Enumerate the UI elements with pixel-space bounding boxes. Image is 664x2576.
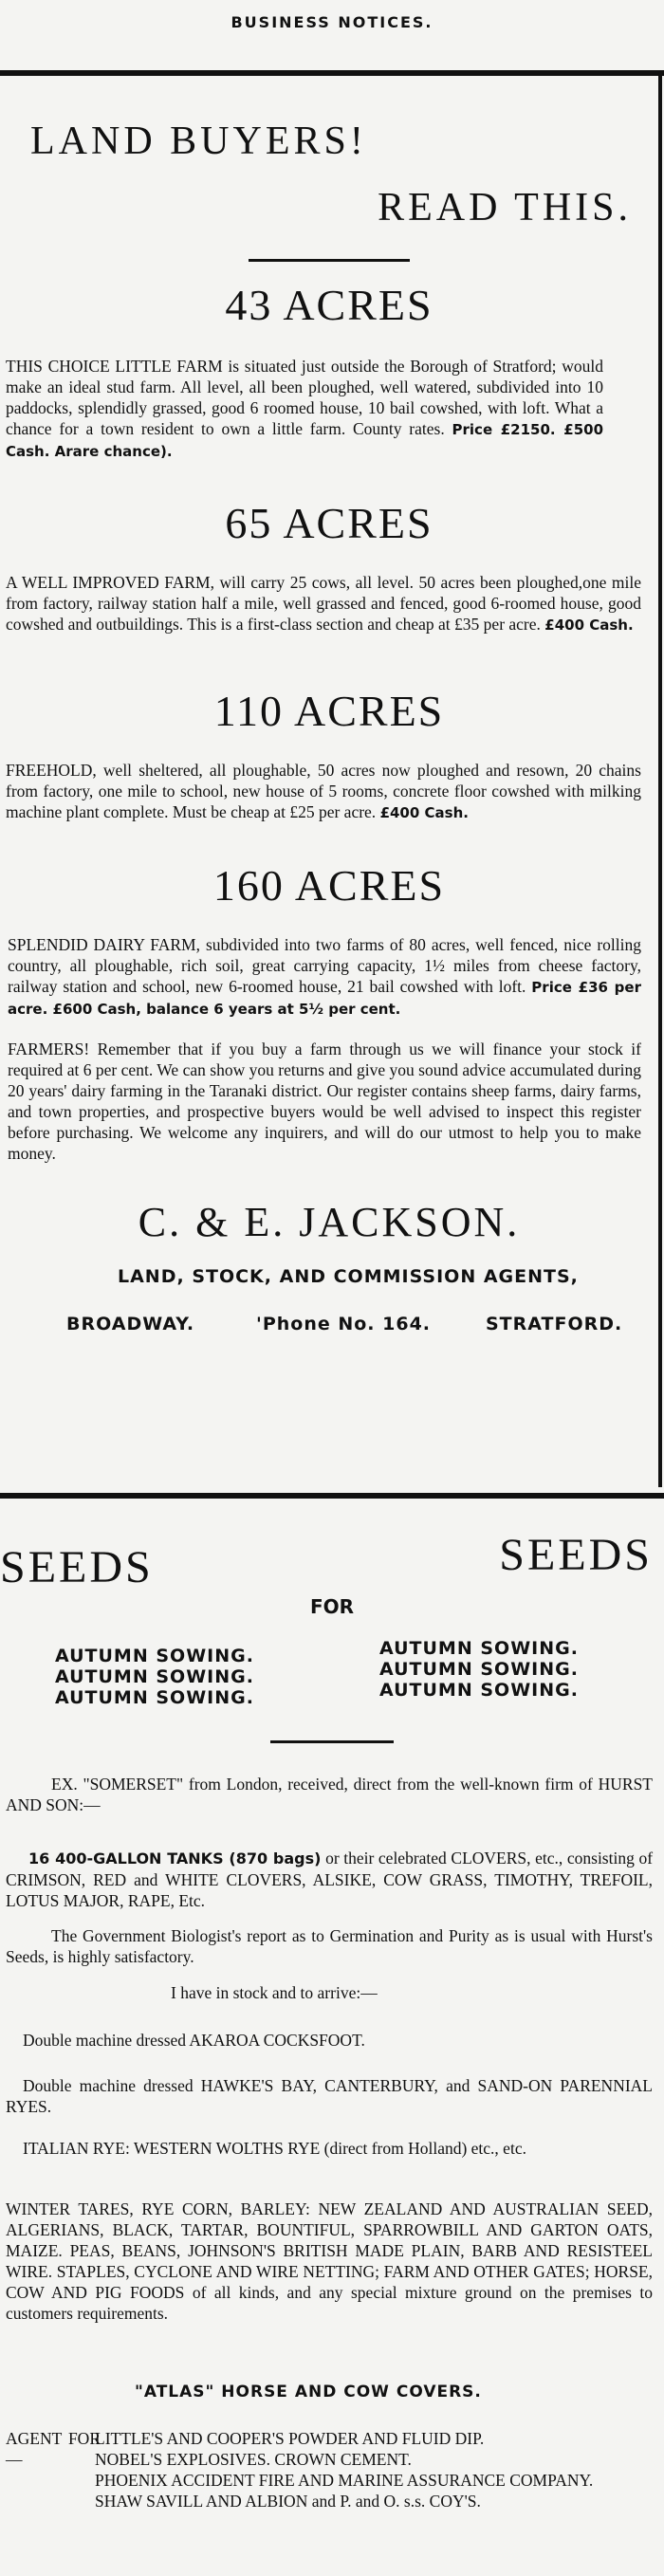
- listing-text: [6, 572, 641, 635]
- listing-price: £400 Cash.: [379, 804, 469, 821]
- listing-heading: 160 ACRES: [212, 861, 446, 910]
- sowing-line: AUTUMN SOWING.: [55, 1646, 254, 1666]
- akaroa-line: Double machine dressed AKAROA COCKSFOOT.: [23, 2031, 365, 2050]
- listing-text: [6, 760, 641, 823]
- headline-read-this: READ THIS.: [378, 186, 632, 230]
- hawkes-bay-paragraph: Double machine dressed HAWKE'S BAY, CANTERBURY, and SAND-ON PARENNIAL RYES.: [6, 2076, 653, 2116]
- seeds-heading-left: SEEDS: [0, 1542, 154, 1592]
- divider: [249, 259, 410, 262]
- right-border-rule: [658, 74, 662, 1487]
- top-rule: [0, 70, 664, 76]
- biologist-paragraph: The Government Biologist's report as to Germination and Purity as is usual with Hurst's Seeds, is highly satisfactory.: [6, 1926, 653, 1966]
- section-rule: [0, 1493, 664, 1499]
- listing-heading: 43 ACRES: [225, 281, 433, 329]
- listing-heading: 110 ACRES: [213, 687, 445, 735]
- listing-text: [6, 356, 603, 462]
- listing-price: Price £2150. £500 Cash. Arare chance).: [6, 421, 604, 460]
- address-stratford: STRATFORD.: [486, 1314, 623, 1334]
- agent-for-label: AGENT FOR—: [6, 2429, 101, 2469]
- for-label: FOR: [309, 1595, 355, 1618]
- sowing-line: AUTUMN SOWING.: [379, 1638, 579, 1659]
- sowing-list-left: [55, 1646, 254, 1708]
- agent-item: LITTLE'S AND COOPER'S POWDER AND FLUID DIP.: [95, 2429, 485, 2448]
- headline-land-buyers: LAND BUYERS!: [30, 120, 367, 163]
- seeds-heading-right: SEEDS: [499, 1530, 653, 1580]
- agent-item: SHAW SAVILL AND ALBION and P. and O. s.s. COY'S.: [95, 2492, 481, 2511]
- tanks-lead: 16 400-GALLON TANKS (870 bags): [28, 1849, 322, 1868]
- italian-rye-paragraph: ITALIAN RYE: WESTERN WOLTHS RYE (direct from Holland) etc., etc.: [23, 2139, 526, 2158]
- agent-item: PHOENIX ACCIDENT FIRE AND MARINE ASSURANCE COMPANY.: [95, 2471, 594, 2490]
- sowing-line: AUTUMN SOWING.: [379, 1680, 579, 1701]
- listing-price: Price £36 per acre. £600 Cash, balance 6 years at 5½ per cent.: [8, 979, 641, 1018]
- tanks-text: or their celebrated CLOVERS, etc., consisting of CRIMSON, RED and WHITE CLOVERS, ALSIKE, COW GRASS, TIMOTHY, TREFOIL, LOTUS MAJOR, RAPE, Etc.: [6, 1849, 654, 1910]
- farmers-notice: FARMERS! Remember that if you buy a farm through us we will finance your stock if required at 6 per cent. We can show you returns and give you sound advice accumulated during 20 years' dairy farming in the Taranaki district. Our register contains sheep farms, dairy farms, and town properties, and prospective buyers would be well advised to inspect this register before purchasing. We welcome any inquirers, and will do our utmost to help you to make money.: [8, 1040, 641, 1163]
- firm-name: C. & E. JACKSON.: [138, 1199, 521, 1245]
- sowing-line: AUTUMN SOWING.: [55, 1687, 254, 1708]
- listing-text: [8, 934, 641, 1020]
- divider: [270, 1740, 394, 1743]
- section-header: BUSINESS NOTICES.: [231, 13, 433, 31]
- tanks-paragraph: [6, 1848, 653, 1911]
- listing-description: FREEHOLD, well sheltered, all ploughable, 50 acres now ploughed and resown, 20 chains from factory, one mile to school, new house of 5 rooms, concrete floor cowshed with milking machine plant complete. Must be cheap at £25 per acre.: [6, 761, 641, 821]
- listing-description: THIS CHOICE LITTLE FARM is situated just outside the Borough of Stratford; would make an ideal stud farm. All level, all been ploughed, well watered, subdivided into 10 paddocks, splendidly grassed, good 6 roomed house, 10 bail cowshed, with loft. What a chance for a town resident to own a little farm. County rates.: [6, 357, 603, 438]
- agent-list: [95, 2428, 655, 2512]
- atlas-covers-line: "ATLAS" HORSE AND COW COVERS.: [135, 2383, 482, 2401]
- address-broadway: BROADWAY.: [66, 1314, 195, 1334]
- listing-description: A WELL IMPROVED FARM, will carry 25 cows, all level. 50 acres been ploughed,one mile from factory, railway station half a mile, well grassed and fenced, good 6-roomed house, good cowshed and outbuildings. This is a first-class section and cheap at £35 per acre.: [6, 573, 641, 634]
- phone-number: 'Phone No. 164.: [256, 1314, 432, 1334]
- firm-description: LAND, STOCK, AND COMMISSION AGENTS,: [118, 1266, 579, 1287]
- listing-price: £400 Cash.: [544, 616, 634, 634]
- listing-heading: 65 ACRES: [225, 499, 433, 547]
- ex-somerset-paragraph: EX. "SOMERSET" from London, received, direct from the well-known firm of HURST AND SON:—: [6, 1775, 653, 1814]
- listing-description: SPLENDID DAIRY FARM, subdivided into two farms of 80 acres, well fenced, nice rolling country, all ploughable, rich soil, great carrying capacity, 1½ miles from cheese factory, railway station and school, new 6-roomed house, 21 bail cowshed with loft.: [8, 935, 641, 996]
- agent-item: NOBEL'S EXPLOSIVES. CROWN CEMENT.: [95, 2450, 412, 2469]
- in-stock-line: I have in stock and to arrive:—: [171, 1983, 378, 2002]
- sowing-line: AUTUMN SOWING.: [55, 1666, 254, 1687]
- sowing-line: AUTUMN SOWING.: [379, 1659, 579, 1680]
- winter-tares-paragraph: WINTER TARES, RYE CORN, BARLEY: NEW ZEALAND AND AUSTRALIAN SEED, ALGERIANS, BLACK, TARTAR, BOUNTIFUL, SPARROWBILL AND GARTON OATS, MAIZE. PEAS, BEANS, JOHNSON'S BRITISH MADE PLAIN, BARB AND RESISTEEL WIRE. STAPLES, CYCLONE AND WIRE NETTING; FARM AND OTHER GATES; HORSE, COW AND PIG FOODS of all kinds, and any special mixture ground on the premises to customers requirements.: [6, 2199, 653, 2323]
- sowing-list-right: [379, 1638, 579, 1701]
